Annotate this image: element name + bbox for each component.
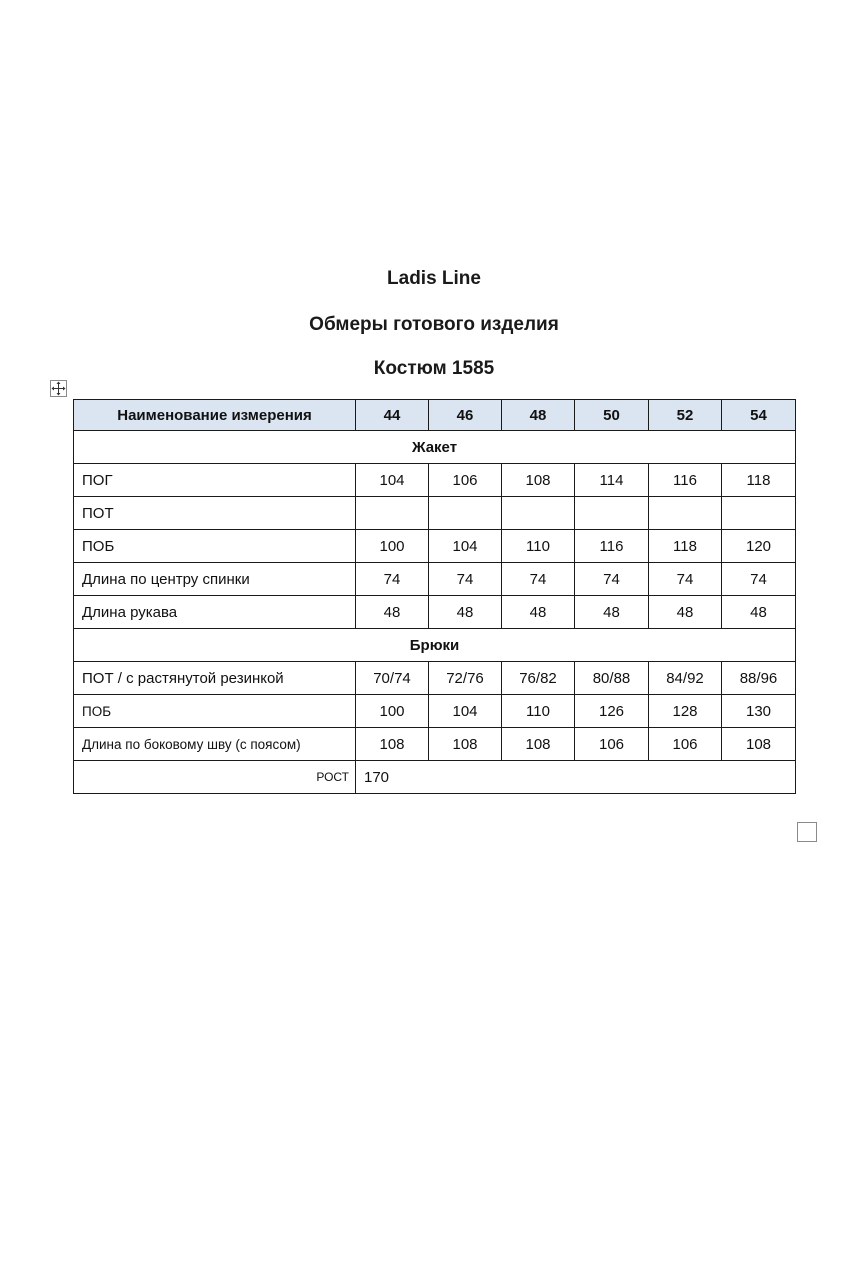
row-label: Длина по боковому шву (с поясом) <box>74 728 356 761</box>
cell: 48 <box>575 596 649 629</box>
cell: 48 <box>429 596 502 629</box>
cell <box>649 497 722 530</box>
section-title: Жакет <box>74 431 796 464</box>
page-subtitle: Обмеры готового изделия <box>309 314 559 335</box>
table-row <box>74 596 796 629</box>
cell <box>502 497 575 530</box>
cell: 74 <box>502 563 575 596</box>
cell: 118 <box>649 530 722 563</box>
rost-value: 170 <box>356 761 796 794</box>
cell: 108 <box>722 728 796 761</box>
table-row <box>74 497 796 530</box>
cell: 70/74 <box>356 662 429 695</box>
cell: 116 <box>649 464 722 497</box>
cell: 106 <box>429 464 502 497</box>
table-row <box>74 728 796 761</box>
cell: 128 <box>649 695 722 728</box>
cell: 110 <box>502 695 575 728</box>
cell: 74 <box>575 563 649 596</box>
cell: 106 <box>575 728 649 761</box>
row-label: ПОГ <box>74 464 356 497</box>
table-row <box>74 464 796 497</box>
cell: 118 <box>722 464 796 497</box>
table-row <box>74 695 796 728</box>
table-row <box>74 530 796 563</box>
cell: 100 <box>356 695 429 728</box>
cell: 72/76 <box>429 662 502 695</box>
size-header: 50 <box>575 400 649 431</box>
size-header: 46 <box>429 400 502 431</box>
cell: 88/96 <box>722 662 796 695</box>
cell: 108 <box>502 728 575 761</box>
cell: 74 <box>649 563 722 596</box>
cell <box>356 497 429 530</box>
cell: 108 <box>429 728 502 761</box>
header-label: Наименование измерения <box>74 400 356 431</box>
cell <box>575 497 649 530</box>
product-title: Костюм 1585 <box>373 358 495 379</box>
table-header-row <box>74 400 796 431</box>
cell: 108 <box>502 464 575 497</box>
cell: 120 <box>722 530 796 563</box>
cell: 80/88 <box>575 662 649 695</box>
row-label: ПОБ <box>74 530 356 563</box>
section-row-trousers <box>74 629 796 662</box>
row-label: Длина по центру спинки <box>74 563 356 596</box>
brand-title: Ladis Line <box>387 268 481 289</box>
cell: 48 <box>502 596 575 629</box>
size-header: 54 <box>722 400 796 431</box>
rost-label: РОСТ <box>74 761 356 794</box>
cell: 104 <box>356 464 429 497</box>
table-row <box>74 563 796 596</box>
cell: 74 <box>356 563 429 596</box>
cell: 84/92 <box>649 662 722 695</box>
cell: 76/82 <box>502 662 575 695</box>
size-header: 48 <box>502 400 575 431</box>
cell: 114 <box>575 464 649 497</box>
cell: 74 <box>429 563 502 596</box>
section-title: Брюки <box>74 629 796 662</box>
cell: 106 <box>649 728 722 761</box>
cell: 104 <box>429 695 502 728</box>
measurements-table <box>73 399 796 794</box>
size-header: 52 <box>649 400 722 431</box>
cell: 126 <box>575 695 649 728</box>
cell: 48 <box>722 596 796 629</box>
move-arrows-icon <box>51 381 66 396</box>
cell: 104 <box>429 530 502 563</box>
cell: 116 <box>575 530 649 563</box>
table-move-handle[interactable] <box>50 380 67 397</box>
table-resize-handle[interactable] <box>797 822 817 842</box>
cell: 100 <box>356 530 429 563</box>
cell <box>722 497 796 530</box>
cell <box>429 497 502 530</box>
cell: 48 <box>356 596 429 629</box>
row-label: ПОТ <box>74 497 356 530</box>
size-header: 44 <box>356 400 429 431</box>
row-label: Длина рукава <box>74 596 356 629</box>
cell: 74 <box>722 563 796 596</box>
section-row-jacket <box>74 431 796 464</box>
cell: 130 <box>722 695 796 728</box>
rost-row <box>74 761 796 794</box>
cell: 48 <box>649 596 722 629</box>
row-label: ПОТ / с растянутой резинкой <box>74 662 356 695</box>
table-row <box>74 662 796 695</box>
row-label: ПОБ <box>74 695 356 728</box>
cell: 110 <box>502 530 575 563</box>
cell: 108 <box>356 728 429 761</box>
